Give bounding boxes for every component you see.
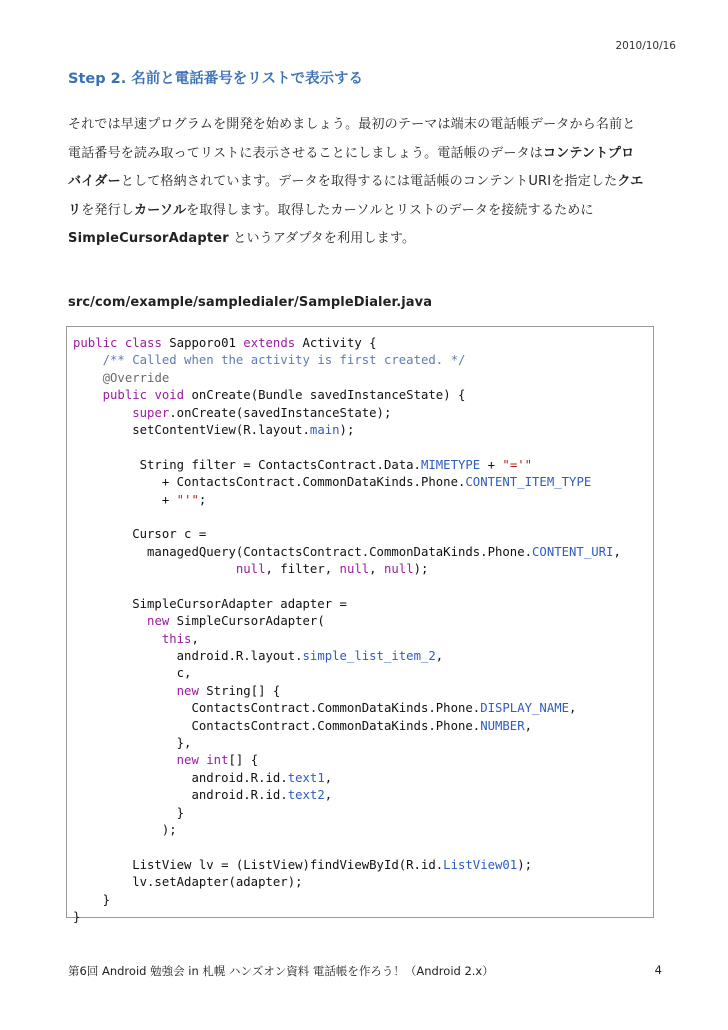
intro-line — [68, 225, 678, 254]
code-line: } — [73, 892, 111, 907]
page-number: 4 — [654, 963, 662, 977]
code-line: SimpleCursorAdapter adapter = — [73, 596, 347, 611]
code-line: android.R.layout.simple_list_item_2, — [73, 649, 444, 664]
code-line: new SimpleCursorAdapter( — [147, 614, 325, 629]
code-line: null, filter, null, null); — [235, 562, 429, 577]
code-line: new int[] { — [176, 753, 259, 768]
code-line: managedQuery(ContactsContract.CommonDataKinds.Phone.CONTENT_URI, — [73, 544, 621, 559]
code-lines — [73, 335, 621, 926]
code-line: android.R.id.text1, — [73, 770, 333, 785]
intro-line — [68, 111, 678, 140]
code-line: /** Called when the activity is first created. */ — [102, 353, 466, 368]
code-line: setContentView(R.layout.main); — [73, 422, 355, 437]
code-line: public class Sapporo01 extends Activity { — [73, 336, 377, 350]
intro-emphasis: コンテントプロ — [542, 145, 635, 161]
code-line: + ContactsContract.CommonDataKinds.Phone.CONTENT_ITEM_TYPE — [73, 475, 592, 490]
date: 2010/10/16 — [615, 40, 676, 52]
code-line: this, — [161, 631, 199, 646]
code-block — [66, 326, 654, 924]
code-line: c, — [73, 666, 192, 681]
code-line: android.R.id.text2, — [73, 788, 333, 803]
code-line: ContactsContract.CommonDataKinds.Phone.DISPLAY_NAME, — [73, 701, 577, 716]
code-line — [73, 509, 621, 526]
intro-text: として格納されています。データを取得するには電話帳のコンテントURIを指定した — [120, 174, 618, 189]
intro-emphasis: カーソル — [134, 202, 187, 218]
code-line: ContactsContract.CommonDataKinds.Phone.NUMBER, — [73, 718, 533, 733]
code-line — [73, 578, 621, 595]
section-heading: Step 2. 名前と電話番号をリストで表示する — [68, 71, 363, 87]
intro-text: というアダプタを利用します。 — [228, 231, 416, 246]
footer-text: 第6回 Android 勉強会 in 札幌 ハンズオン資料 電話帳を作ろう！（Android 2.x） — [68, 964, 494, 978]
intro-emphasis: SimpleCursorAdapter — [68, 231, 229, 246]
code-line: } — [73, 909, 81, 924]
intro-emphasis: バイダー — [68, 174, 121, 189]
intro-text: 電話番号を読み取ってリストに表示させることにしましょう。電話帳のデータは — [68, 145, 543, 161]
intro-text: を発行し — [81, 202, 135, 218]
code-line: ); — [73, 822, 177, 837]
code-line — [73, 439, 621, 456]
intro-line — [68, 140, 678, 169]
intro-paragraph — [68, 111, 678, 254]
code-line: new String[] { — [176, 683, 281, 698]
intro-text: を取得します。取得したカーソルとリストのデータを接続するために — [186, 202, 594, 218]
code-line: super.onCreate(savedInstanceState); — [132, 405, 392, 420]
code-line: @Override — [102, 370, 170, 385]
code-line — [73, 839, 621, 856]
code-line: Cursor c = — [73, 527, 207, 542]
code-line: }, — [73, 735, 192, 750]
code-line: lv.setAdapter(adapter); — [73, 875, 303, 890]
intro-line — [68, 197, 678, 226]
code-line: + "'"; — [73, 492, 207, 507]
intro-line — [68, 168, 678, 197]
intro-emphasis: リ — [68, 202, 82, 218]
code-line: public void onCreate(Bundle savedInstanceState) { — [102, 388, 466, 403]
file-path: src/com/example/sampledialer/SampleDialer.java — [68, 295, 433, 310]
intro-emphasis: クエ — [617, 174, 644, 189]
intro-text: それでは早速プログラムを開発を始めましょう。最初のテーマは端末の電話帳データから名前と — [68, 117, 636, 132]
code-line: String filter = ContactsContract.Data.MIMETYPE + "='" — [73, 457, 533, 472]
code-line: } — [73, 805, 185, 820]
code-line: ListView lv = (ListView)findViewById(R.id.ListView01); — [73, 857, 533, 872]
